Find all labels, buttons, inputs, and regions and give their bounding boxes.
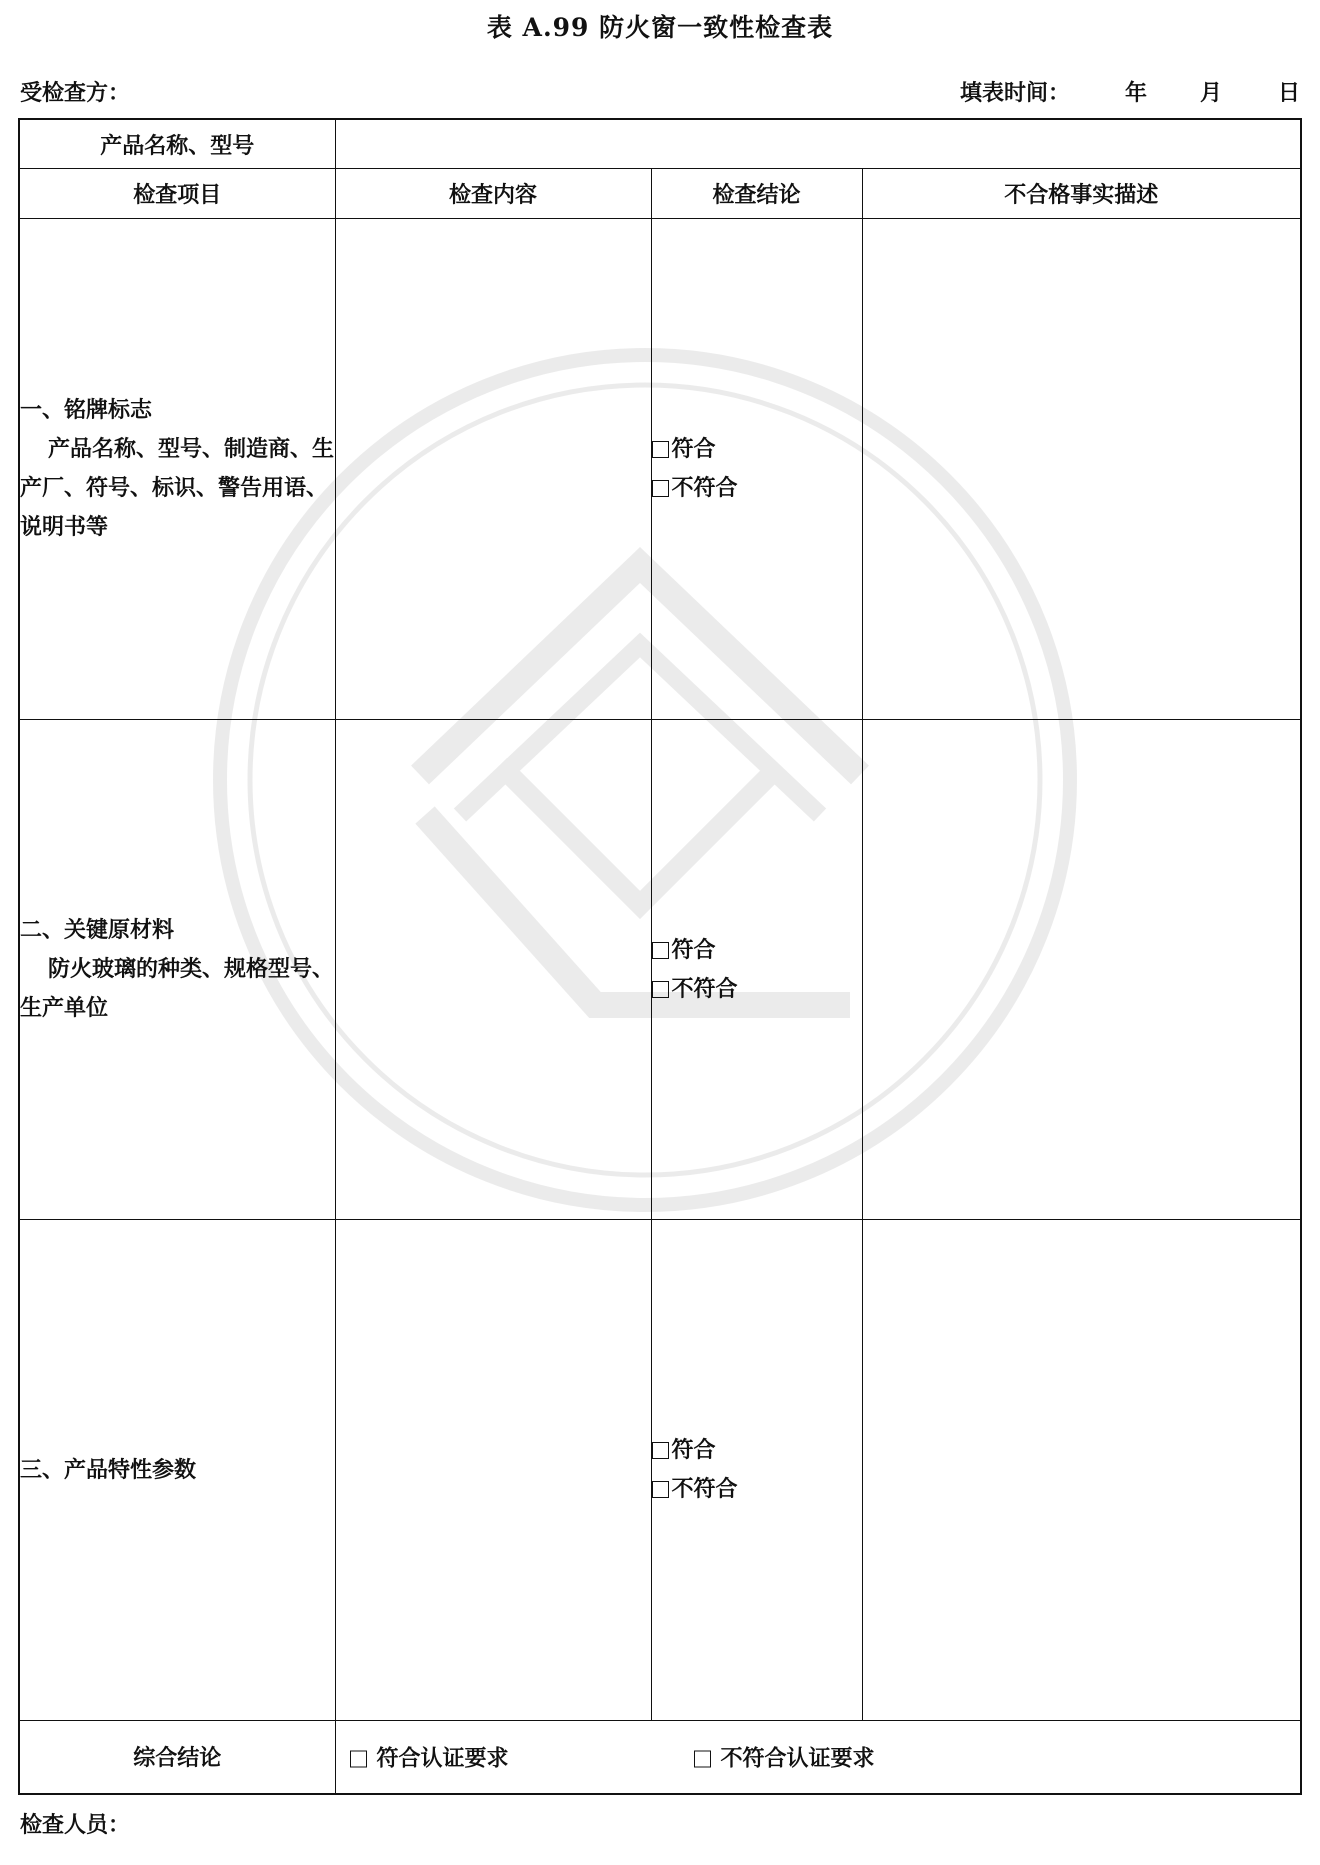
option-pass[interactable] [652,931,862,970]
option-fail[interactable] [652,1470,862,1509]
inspected-party-label: 受检查方： [20,80,131,106]
checkbox-icon[interactable] [694,1750,711,1767]
table-row [19,1220,1301,1720]
inspector-label: 检查人员： [20,1812,131,1838]
header-description: 不合格事实描述 [862,169,1301,219]
fill-time-label: 填表时间： [960,80,1071,106]
product-value-cell[interactable] [335,119,1301,169]
summary-fail-option[interactable] [694,1741,875,1772]
product-row [19,119,1301,169]
result-cell [651,719,862,1219]
checkbox-icon[interactable] [652,441,669,458]
summary-label: 综合结论 [19,1720,335,1794]
item-detail: 防火玻璃的种类、规格型号、生产单位 [20,956,335,1022]
option-pass[interactable] [652,430,862,469]
option-pass-label: 符合 [671,936,716,963]
checkbox-icon[interactable] [652,480,669,497]
product-label: 产品名称、型号 [19,119,335,169]
header-content: 检查内容 [335,169,651,219]
checkbox-icon[interactable] [350,1750,367,1767]
header-row [19,169,1301,219]
item-detail: 产品名称、型号、制造商、生产厂、符号、标识、警告用语、说明书等 [20,436,335,541]
header-item: 检查项目 [19,169,335,219]
option-fail-label: 不符合 [671,475,738,502]
table-row [19,719,1301,1219]
result-cell [651,219,862,719]
month-label: 月 [1200,80,1223,106]
summary-pass-option[interactable] [350,1741,509,1772]
day-label: 日 [1278,80,1301,106]
table-row [19,219,1301,719]
option-fail[interactable] [652,469,862,508]
option-pass[interactable] [652,1431,862,1470]
page-title: 表 A.99 防火窗一致性检查表 [486,13,834,42]
item-cell [19,719,335,1219]
checkbox-icon[interactable] [652,1442,669,1459]
option-pass-label: 符合 [671,1437,716,1464]
item-title: 二、关键原材料 [20,917,175,944]
result-cell [651,1220,862,1720]
content-cell[interactable] [335,219,651,719]
summary-row [19,1720,1301,1794]
item-cell [19,219,335,719]
description-cell[interactable] [862,719,1301,1219]
summary-fail-label: 不符合认证要求 [720,1745,875,1772]
description-cell[interactable] [862,219,1301,719]
item-title: 三、产品特性参数 [20,1456,197,1483]
option-fail[interactable] [652,970,862,1009]
content-cell[interactable] [335,719,651,1219]
option-pass-label: 符合 [671,436,716,463]
item-title: 一、铭牌标志 [20,397,153,424]
option-fail-label: 不符合 [671,975,738,1002]
header-result: 检查结论 [651,169,862,219]
checkbox-icon[interactable] [652,942,669,959]
summary-options-cell [335,1720,1301,1794]
description-cell[interactable] [862,1220,1301,1720]
checkbox-icon[interactable] [652,981,669,998]
year-label: 年 [1125,80,1148,106]
option-fail-label: 不符合 [671,1476,738,1503]
inspection-table [18,118,1302,1795]
item-cell [19,1220,335,1720]
content-cell[interactable] [335,1220,651,1720]
summary-pass-label: 符合认证要求 [376,1745,509,1772]
checkbox-icon[interactable] [652,1481,669,1498]
